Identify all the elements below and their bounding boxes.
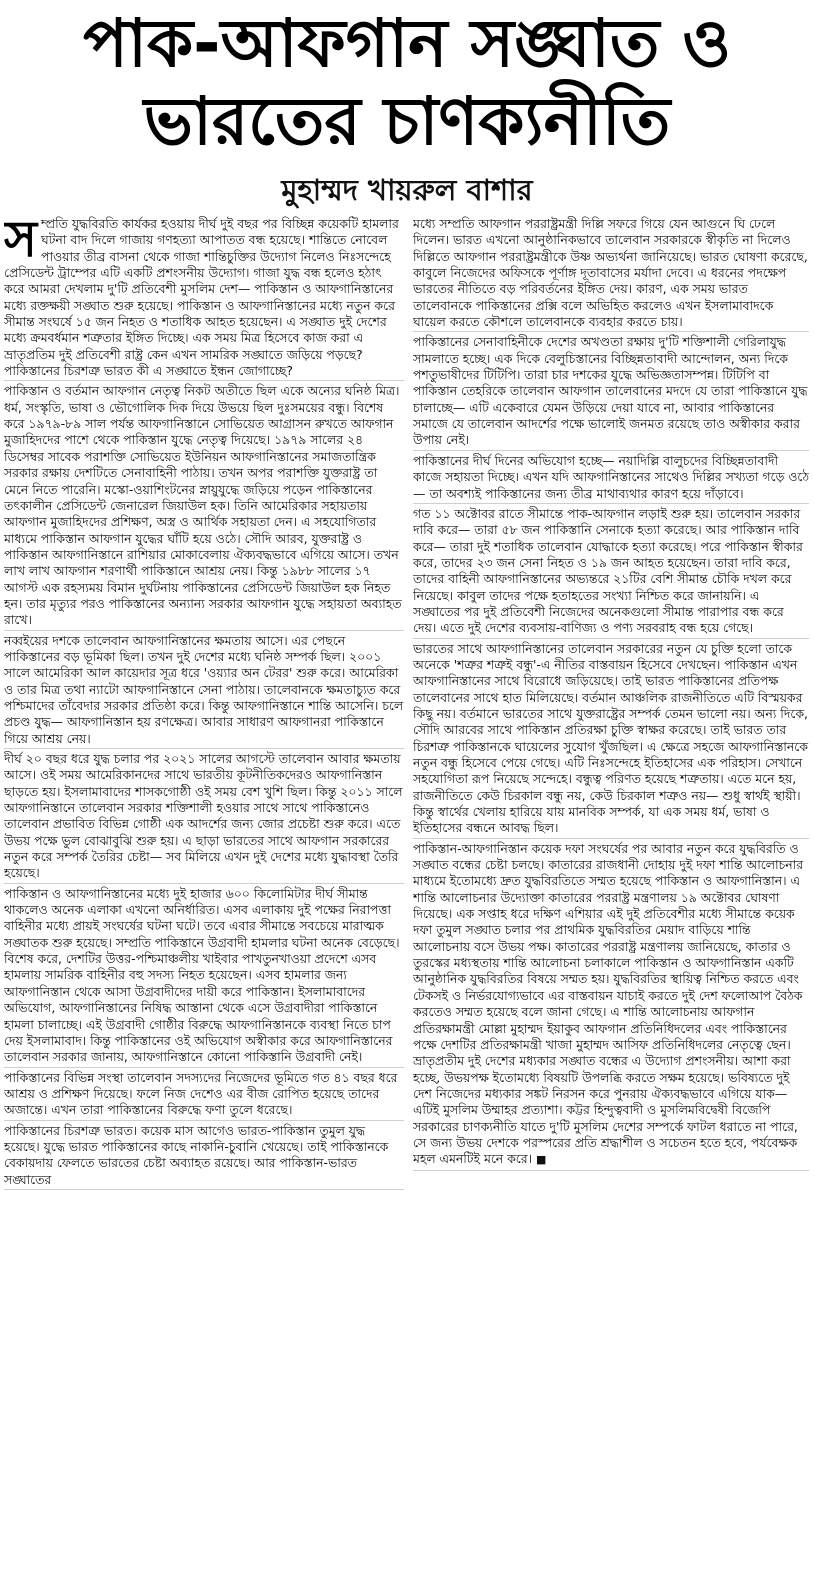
paragraph: মধ্যে সম্প্রতি আফগান পররাষ্ট্রমন্ত্রী দিল্লি সফরে গিয়ে যেন আগুনে ঘি ঢেলে দিলেন। ভারত এখনো আনুষ্ঠানিকভাবে তালেবান সরকারকে স্বীকৃতি না দিলেও দিল্লিতে আফগান পররাষ্ট্রমন্ত্রীকে উষ্ণ অভ্যর্থনা জানিয়েছে। ভারত ঘোষণা করেছে, কাবুলে নিজেদের অফিসকে পূর্ণাঙ্গ দূতাবাসের মর্যাদা দেবে। এ ধরনের পদক্ষেপ ভারতের নীতিতে বড় পরিবর্তনের ইঙ্গিত দেয়। কারণ, এক সময় ভারত তালেবানকে পাকিস্তানের প্রক্সি বলে অভিহিত করলেও এখন ইসলামাবাদকে ঘায়েল করতে কৌশলে তালেবানকে ব্যবহার করতে চায়। xyxy=(413,216,809,332)
paragraph: নব্বইয়ের দশকে তালেবান আফগানিস্তানের ক্ষমতায় আসে। এর পেছনে পাকিস্তানের বড় ভূমিকা ছিল। তখন দুই দেশের মধ্যে ঘনিষ্ঠ সম্পর্ক ছিল। ২০০১ সালে আমেরিকা আল কায়েদার সূত্র ধরে 'ওয়্যার অন টেরর' শুরু করে। আমেরিকা ও তার মিত্র তথা ন্যাটো আফগানিস্তানে সেনা পাঠায়। তালেবানকে ক্ষমতাচ্যুত করে পশ্চিমাদের তাঁবেদার সরকার প্রতিষ্ঠা করে। কিন্তু আফগানিস্তানে শান্তি আসেনি। চলে প্রচণ্ড যুদ্ধ— আফগানিস্তান হয় রণক্ষেত্র। আবার সাধারণ আফগানরা পাকিস্তানে গিয়ে আশ্রয় নেয়। xyxy=(4,633,404,749)
paragraph: পাকিস্তান ও বর্তমান আফগান নেতৃত্ব নিকট অতীতে ছিল একে অন্যের ঘনিষ্ঠ মিত্র। ধর্ম, সংস্কৃতি, ভাষা ও ভৌগোলিক দিক দিয়ে উভয়ে ছিল দুঃসময়ের বন্ধু। বিশেষ করে ১৯৭৯-৮৯ সাল পর্যন্ত আফগানিস্তানে সোভিয়েত আগ্রাসন রুখতে আফগান মুজাহিদদের পাশে থেকে পাকিস্তান যুদ্ধে নেতৃত্ব দিয়েছে। ১৯৭৯ সালের ২৪ ডিসেম্বর সাবেক পরাশক্তি সোভিয়েত ইউনিয়ন আফগানিস্তানের সমাজতান্ত্রিক সরকার রক্ষায় দেশটিতে সেনাবাহিনী পাঠায়। তখন অপর পরাশক্তি যুক্তরাষ্ট্র তা মেনে নিতে পারেনি। মস্কো-ওয়াশিংটনের স্নায়ুযুদ্ধে জড়িয়ে পড়েন পাকিস্তানের তৎকালীন প্রেসিডেন্ট জেনারেল জিয়াউল হক। তিনি আমেরিকার সহায়তায় আফগান মুজাহিদদের প্রশিক্ষণ, অস্ত্র ও আর্থিক সহায়তা দেন। এ সহযোগিতার মাধ্যমে পাকিস্তান আফগান যুদ্ধের ঘাঁটি হয়ে ওঠে। সৌদি আরব, যুক্তরাষ্ট্র ও পাকিস্তান আফগানিস্তানে রাশিয়ার মোকাবেলায় ঐক্যবদ্ধভাবে এগিয়ে আসে। তখন লাখ লাখ আফগান শরণার্থী পাকিস্তানে আশ্রয় নেয়। কিন্তু ১৯৮৮ সালের ১৭ আগস্ট এক রহস্যময় বিমান দুর্ঘটনায় পাকিস্তানের প্রেসিডেন্ট জিয়াউল হক নিহত হন। তার মৃত্যুর পরও পাকিস্তানের অন্যান্য সরকার আফগান যুদ্ধে সহায়তা অব্যাহত রাখে। xyxy=(4,383,404,630)
paragraph-text: ম্প্রতি যুদ্ধবিরতি কার্যকর হওয়ায় দীর্ঘ দুই বছর পর বিচ্ছিন্ন কয়েকটি হামলার ঘটনা বাদ দিলে গাজায় গণহত্যা আপাতত বন্ধ হয়েছে। শান্তিতে নোবেল পাওয়ার তীব্র বাসনা থেকে গাজা শান্তিচুক্তির উদ্যোগ নিলেও নিঃসন্দেহে প্রেসিডেন্ট ট্রাম্পের এটি একটি প্রশংসনীয় উদ্যোগ। গাজা যুদ্ধ বন্ধ হলেও হঠাৎ করে আমরা দেখলাম দু'টি প্রতিবেশী মুসলিম দেশ— পাকিস্তান ও আফগানিস্তানের মধ্যে রক্তক্ষয়ী সঙ্ঘাত শুরু হয়েছে। পাকিস্তান ও আফগানিস্তানের মধ্যে নতুন করে সীমান্ত সংঘর্ষে ১৫ জন নিহত ও শতাধিক আহত হয়েছেন। এ সঙ্ঘাত দুই দেশের মধ্যে ক্রমবর্ধমান শত্রুতার ইঙ্গিত দিচ্ছে। এক সময় মিত্র হিসেবে কাজ করা এ ভ্রাতৃপ্রতিম দুই প্রতিবেশী রাষ্ট্র কেন এখন সামরিক সঙ্ঘাতে জড়িয়ে পড়ছে? পাকিস্তানের চিরশত্রু ভারত কী এ সঙ্ঘাতে ইন্ধন জোগাচ্ছে? xyxy=(4,216,399,379)
paragraph: দীর্ঘ ২০ বছর ধরে যুদ্ধ চলার পর ২০২১ সালের আগস্টে তালেবান আবার ক্ষমতায় আসে। ওই সময় আমেরিকানদের সাথে ভারতীয় কূটনীতিকদেরও আফগানিস্তান ছাড়তে হয়। ইসলামাবাদের শাসকগোষ্ঠী ওই সময় বেশ খুশি ছিল। কিন্তু ২০১১ সালে আফগানিস্তানে তালেবান সরকার শক্তিশালী হওয়ার সাথে সাথে পাকিস্তানেও তালেবান প্রভাবিত বিভিন্ন গোষ্ঠী এক আদর্শের জন্য জোর প্রচেষ্টা শুরু করে। এতে উভয় পক্ষে ভুল বোঝাবুঝি শুরু হয়। এ ছাড়া ভারতের সাথে আফগান সরকারের নতুন করে সম্পর্ক তৈরির চেষ্টা— সব মিলিয়ে এখন দুই দেশের মধ্যে যুদ্ধাবস্থা তৈরি হয়েছে। xyxy=(4,751,404,884)
paragraph xyxy=(4,216,404,381)
paragraph: ভারতের সাথে আফগানিস্তানের তালেবান সরকারের নতুন যে চুক্তি হলো তাকে অনেকে 'শত্রুর শত্রুই বন্ধু'-এ নীতির বাস্তবায়ন হিসেবে দেখছেন। পাকিস্তান এখন আফগানিস্তানের সাথে বিরোধে জড়িয়েছে। তাই ভারত পাকিস্তানের প্রতিপক্ষ তালেবানের সাথে হাত মিলিয়েছে। বর্তমান আঞ্চলিক রাজনীতিতে এটি বিস্ময়কর কিছু নয়। বর্তমানে ভারতের সাথে যুক্তরাষ্ট্রের সম্পর্ক তেমন ভালো নয়। অন্য দিকে, সৌদি আরবের সাথে পাকিস্তান প্রতিরক্ষা চুক্তি স্বাক্ষর করেছে। তাই ভারত তার চিরশত্রু পাকিস্তানকে ঘায়েলের সুযোগ খুঁজছিল। এ ক্ষেত্রে সহজে আফগানিস্তানকে নতুন বন্ধু হিসেবে পেয়ে গেছে। এটি নিঃসন্দেহে ইতিহাসের এক পরিহাস। সেখানে সহযোগিতা রূপ নিয়েছে সন্দেহে। বন্ধুত্ব পরিণত হয়েছে শত্রুতায়। এতে মনে হয়, রাজনীতিতে কেউ চিরকাল বন্ধু নয়, কেউ চিরকাল শত্রুও নয়— শুধু স্বার্থই স্থায়ী। কিন্তু স্বার্থের খেলায় হারিয়ে যায় মানবিক সম্পর্ক, যা এক সময় ধর্ম, ভাষা ও ইতিহাসের বন্ধনে আবদ্ধ ছিল। xyxy=(413,641,809,839)
paragraph: পাকিস্তানের চিরশত্রু ভারত। কয়েক মাস আগেও ভারত-পাকিস্তান তুমুল যুদ্ধ হয়েছে। যুদ্ধে ভারত পাকিস্তানের কাছে নাকানি-চুবানি খেয়েছে। তাই পাকিস্তানকে বেকায়দায় ফেলতে ভারতের চেষ্টা অব্যাহত রয়েছে। আর পাকিস্তান-ভারত সঙ্ঘাতের xyxy=(4,1123,404,1190)
headline-line-1: পাক-আফগান সঙ্ঘাত ও xyxy=(83,5,731,82)
paragraph: পাকিস্তান ও আফগানিস্তানের মধ্যে দুই হাজার ৬০০ কিলোমিটার দীর্ঘ সীমান্ত থাকলেও অনেক এলাকা এখনো অনির্ধারিত। এসব এলাকায় দুই পক্ষের নিরাপত্তা বাহিনীর মধ্যে প্রায়ই সংঘর্ষের ঘটনা ঘটে। তবে এবার সীমান্তে সবচেয়ে মারাত্মক সঙ্ঘাতক শুরু হয়েছে। সম্প্রতি পাকিস্তানে উগ্রবাদী হামলার ঘটনা অনেক বেড়েছে। বিশেষ করে, দেশটির উত্তর-পশ্চিমাঞ্চলীয় খাইবার পাখতুনখাওয়া প্রদেশে এসব হামলায় সামরিক বাহিনীর বহু সদস্য নিহত হয়েছেন। এসব হামলার জন্য আফগানিস্তান থেকে আসা উগ্রবাদীদের দায়ী করে পাকিস্তান। ইসলামাবাদের অভিযোগ, আফগানিস্তানের নিষিদ্ধ আস্তানা থেকে এসে উগ্রবাদীরা পাকিস্তানে হামলা চালাচ্ছে। এই উগ্রবাদী গোষ্ঠীর বিরুদ্ধে আফগানিস্তানকে ব্যবস্থা নিতে চাপ দেয় ইসলামাবাদ। কিন্তু পাকিস্তানের ওই অভিযোগ অস্বীকার করে আফগানিস্তানের তালেবান সরকার জানায়, আফগানিস্তানে কোনো পাকিস্তানি উগ্রবাদী নেই। xyxy=(4,886,404,1068)
paragraph: গত ১১ অক্টোবর রাতে সীমান্তে পাক-আফগান লড়াই শুরু হয়। তালেবান সরকার দাবি করে— তারা ৫৮ জন পাকিস্তানি সেনাকে হত্যা করেছে। আর পাকিস্তান দাবি করে— তারা দুই শতাধিক তালেবান যোদ্ধাকে হত্যা করেছে। পরে পাকিস্তান স্বীকার করে, তাদের ২৩ জন সেনা নিহত ও ১৯ জন আহত হয়েছেন। তারা দাবি করে, তাদের বাহিনী আফগানিস্তানের অভ্যন্তরে ২১টির বেশি সীমান্ত চৌকি দখল করে নিয়েছে। কাবুল তাদের পক্ষে হতাহতের সংখ্যা নিশ্চিত করে জানায়নি। এ সঙ্ঘাতের পর দুই প্রতিবেশী নিজেদের অনেকগুলো সীমান্ত পারাপার বন্ধ করে দেয়। এতে দুই দেশের ব্যবসায়-বাণিজ্য ও পণ্য সরবরাহ বন্ধ হয়ে গেছে। xyxy=(413,506,809,639)
drop-cap: স xyxy=(4,216,38,268)
paragraph-text: পাকিস্তান-আফগানিস্তান কয়েক দফা সংঘর্ষের পর আবার নতুন করে যুদ্ধবিরতি ও সঙ্ঘাত বন্ধের চেষ্টা চলছে। কাতারের রাজধানী দোহায় দুই দফা শান্তি আলোচনার মাধ্যমে ইতোমধ্যে দ্রুত যুদ্ধবিরতিতে সম্মত হয়েছে পাকিস্তান ও আফগানিস্তান। এ শান্তি আলোচনার উদ্যোক্তা কাতারের পররাষ্ট্র মন্ত্রণালয় ১৯ অক্টোবর ঘোষণা দিয়েছে। এক সপ্তাহ ধরে দক্ষিণ এশিয়ার এই দুই প্রতিবেশীর মধ্যে সীমান্তে কয়েক দফা তুমুল সঙ্ঘাত চলার পর প্রাথমিক যুদ্ধবিরতির মেয়াদ বাড়িয়ে শান্তি আলোচনায় বসে উভয় পক্ষ। কাতারের পররাষ্ট্র মন্ত্রণালয় জানিয়েছে, কাতার ও তুরস্কের মধ্যস্থতায় শান্তি আলোচনা চলাকালে পাকিস্তান ও আফগানিস্তান একটি আনুষ্ঠানিক যুদ্ধবিরতির বিষয়ে সম্মত হয়। যুদ্ধবিরতির স্থায়িত্ব নিশ্চিত করতে এবং টেকসই ও নির্ভরযোগ্যভাবে এর বাস্তবায়ন যাচাই করতে দুই দেশ ফলোআপ বৈঠক করতেও সম্মত হয়েছে বলে জানা গেছে। এ শান্তি আলোচনায় আফগান প্রতিরক্ষামন্ত্রী মোল্লা মুহাম্মদ ইয়াকুব আফগান প্রতিনিধিদলের এবং পাকিস্তানের পক্ষে দেশটির প্রতিরক্ষামন্ত্রী খাজা মুহাম্মদ আসিফ প্রতিনিধিদলের নেতৃত্বে ছেন। ভ্রাতৃপ্রতীম দুই দেশের মধ্যকার সঙ্ঘাত বন্ধের এ উদ্যোগ প্রশংসনীয়। আশা করা হচ্ছে, উভয়পক্ষ ইতোমধ্যে বিষয়টি উপলব্ধি করতে সক্ষম হয়েছে। ভবিষ্যতে দুই দেশ নিজেদের মধ্যকার সঙ্কট নিরসন করে পুনরায় ঐক্যবদ্ধভাবে এগিয়ে যাক— এটিই মুসলিম উম্মাহর প্রত্যাশা। কট্টর হিন্দুত্ববাদী ও মুসলিমবিদ্বেষী বিজেপি সরকারের চাণক্যনীতি যাতে দু'টি মুসলিম দেশের সম্পর্কে ফাটল ধরাতে না পারে, সে জন্য উভয় দেশকে পরস্পরের প্রতি শ্রদ্ধাশীল ও সচেতন হতে হবে, পর্যবেক্ষক মহল এমনটিই মনে করে। xyxy=(413,840,804,1167)
paragraph: পাকিস্তানের দীর্ঘ দিনের অভিযোগ হচ্ছে— নয়াদিল্লি বালুচদের বিচ্ছিন্নতাবাদী কাজে সহায়তা দিচ্ছে। এখন যদি আফগানিস্তানের সাথেও দিল্লির সখ্যতা গড়ে ওঠে— তা অবশ্যই পাকিস্তানের জন্য তীব্র মাথাব্যথার কারণ হয়ে দাঁড়াবে। xyxy=(413,453,809,504)
article-column-right xyxy=(413,216,809,1578)
paragraph: পাকিস্তানের বিভিন্ন সংস্থা তালেবান সদস্যদের নিজেদের ভূমিতে গত ৪১ বছর ধরে আশ্রয় ও প্রশিক্ষণ দিয়েছে। ফলে নিজ দেশেও এর বীজ রোপিত হয়েছে তাদের অজান্তে। এখন তারা পাকিস্তানের বিরুদ্ধে ফণা তুলে ধরেছে। xyxy=(4,1070,404,1121)
article-column-left xyxy=(4,216,404,1578)
end-mark: ■ xyxy=(535,1153,547,1167)
paragraph: পাকিস্তানের সেনাবাহিনীকে দেশের অখণ্ডতা রক্ষায় দু'টি শক্তিশালী গেরিলাযুদ্ধ সামলাতে হচ্ছে। এক দিকে বেলুচিস্তানের বিচ্ছিন্নতাবাদী আন্দোলন, অন্য দিকে পশতুভাষীদের টিটিপি। তারা চার দশকের যুদ্ধে অভিজ্ঞতাসম্পন্ন। টিটিপি বা পাকিস্তান তেহরিকে তালেবান আফগান তালেবানের মদদে যে তারা পাকিস্তানে যুদ্ধ চালাচ্ছে— এটি একেবারে যেমন উড়িয়ে দেয়া যাবে না, আবার পাকিস্তানের সমাজে যে তালেবান আদর্শের পক্ষে ভালোই জনমত রয়েছে তাও অস্বীকার করার উপায় নেই। xyxy=(413,334,809,450)
author-byline: মুহাম্মদ খায়রুল বাশার xyxy=(281,173,533,207)
paragraph xyxy=(413,841,809,1171)
headline-line-2: ভারতের চাণক্যনীতি xyxy=(143,83,671,160)
